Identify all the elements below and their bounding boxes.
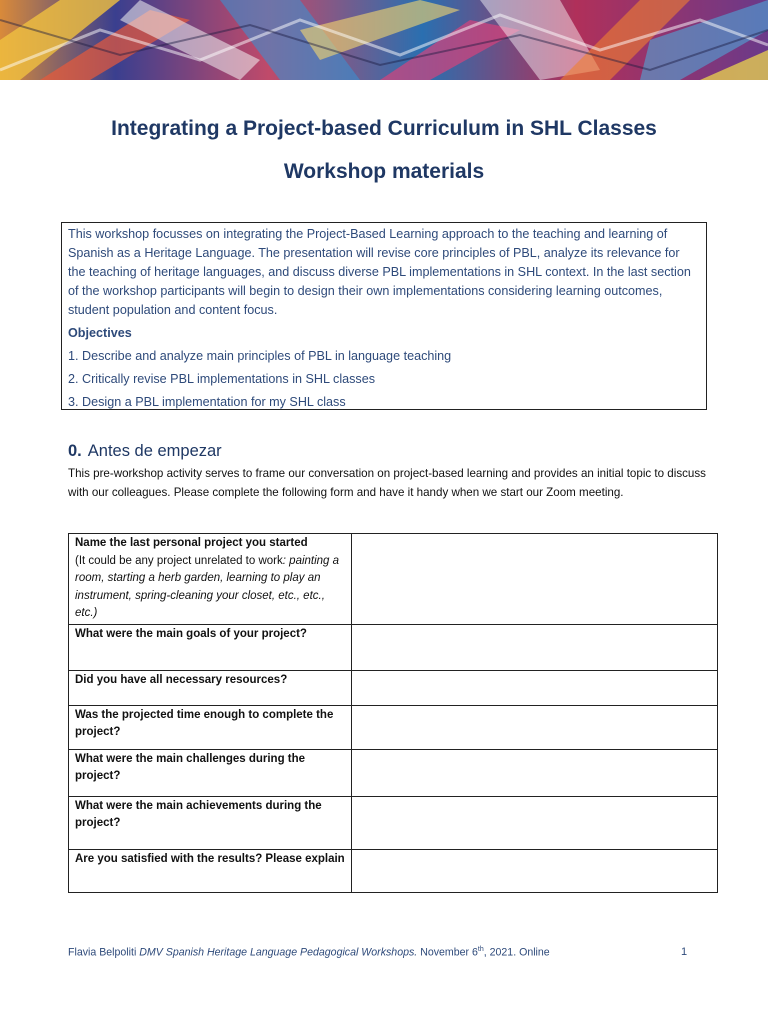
footer-date-rest: , 2021. Online xyxy=(483,946,550,959)
answer-cell[interactable] xyxy=(352,705,718,749)
question-label: Name the last personal project you started xyxy=(75,537,308,549)
question-label: Did you have all necessary resources? xyxy=(75,673,288,686)
table-row xyxy=(69,624,718,670)
header-banner-image xyxy=(0,0,768,80)
answer-cell[interactable] xyxy=(352,624,718,670)
document-title: Integrating a Project-based Curriculum in SHL Classes xyxy=(111,117,657,140)
question-label: What were the main achievements during the project? xyxy=(75,799,322,829)
section-title: Antes de empezar xyxy=(87,442,222,460)
form-question xyxy=(69,796,352,849)
question-examples: painting a room, starting a herb garden, learning to play an instrument, spring-cleaning your closet, etc., etc., etc.) xyxy=(75,554,340,619)
question-label: What were the main goals of your project? xyxy=(75,627,307,640)
footer-date: November 6 xyxy=(420,946,478,959)
page-number: 1 xyxy=(681,946,688,958)
answer-cell[interactable] xyxy=(352,534,718,625)
form-question xyxy=(69,849,352,892)
answer-cell[interactable] xyxy=(352,796,718,849)
objective-item: 3. Design a PBL implementation for my SHL class xyxy=(68,395,346,409)
objective-item: 1. Describe and analyze main principles of PBL in language teaching xyxy=(68,349,452,363)
form-question xyxy=(69,705,352,749)
question-colon: : xyxy=(282,554,286,567)
section-number: 0. xyxy=(68,442,82,460)
intro-paragraph: This workshop focusses on integrating the Project-Based Learning approach to the teaching and learning of Spanish as a Heritage Language. The presentation will revise core principles of PBL, analyze its relevance for the teaching of heritage languages, and discuss diverse PBL implementations in SHL context. In the last section of the workshop participants will begin to design their own implementations considering learning outcomes, student population and content focus. xyxy=(68,227,691,317)
intro-box xyxy=(61,222,707,410)
form-question xyxy=(69,624,352,670)
objectives-heading: Objectives xyxy=(68,326,132,340)
answer-cell[interactable] xyxy=(352,749,718,796)
table-row xyxy=(69,796,718,849)
form-question xyxy=(69,534,352,625)
form-question xyxy=(69,749,352,796)
table-row xyxy=(69,670,718,705)
table-row xyxy=(69,534,718,625)
footer-author: Flavia Belpoliti xyxy=(68,946,137,959)
answer-cell[interactable] xyxy=(352,849,718,892)
question-label: Was the projected time enough to complete the project? xyxy=(75,708,334,738)
table-row xyxy=(69,749,718,796)
question-label: Are you satisfied with the results? Please explain xyxy=(75,852,345,865)
section-description: This pre-workshop activity serves to frame our conversation on project-based learning and provides an initial topic to discuss with our colleagues. Please complete the following form and have it handy when we start our Zoom meeting. xyxy=(68,467,706,499)
objective-item: 2. Critically revise PBL implementations in SHL classes xyxy=(68,372,376,386)
table-row xyxy=(69,705,718,749)
question-note: (It could be any project unrelated to work xyxy=(75,554,283,567)
pre-workshop-form-table xyxy=(68,533,718,893)
question-label: What were the main challenges during the project? xyxy=(75,752,306,782)
answer-cell[interactable] xyxy=(352,670,718,705)
footer-event: DMV Spanish Heritage Language Pedagogical Workshops. xyxy=(139,946,418,959)
section-heading xyxy=(68,442,222,461)
page-footer xyxy=(68,946,688,959)
footer-date-suffix: th xyxy=(477,946,484,953)
table-row xyxy=(69,849,718,892)
form-question xyxy=(69,670,352,705)
document-subtitle: Workshop materials xyxy=(283,160,485,183)
